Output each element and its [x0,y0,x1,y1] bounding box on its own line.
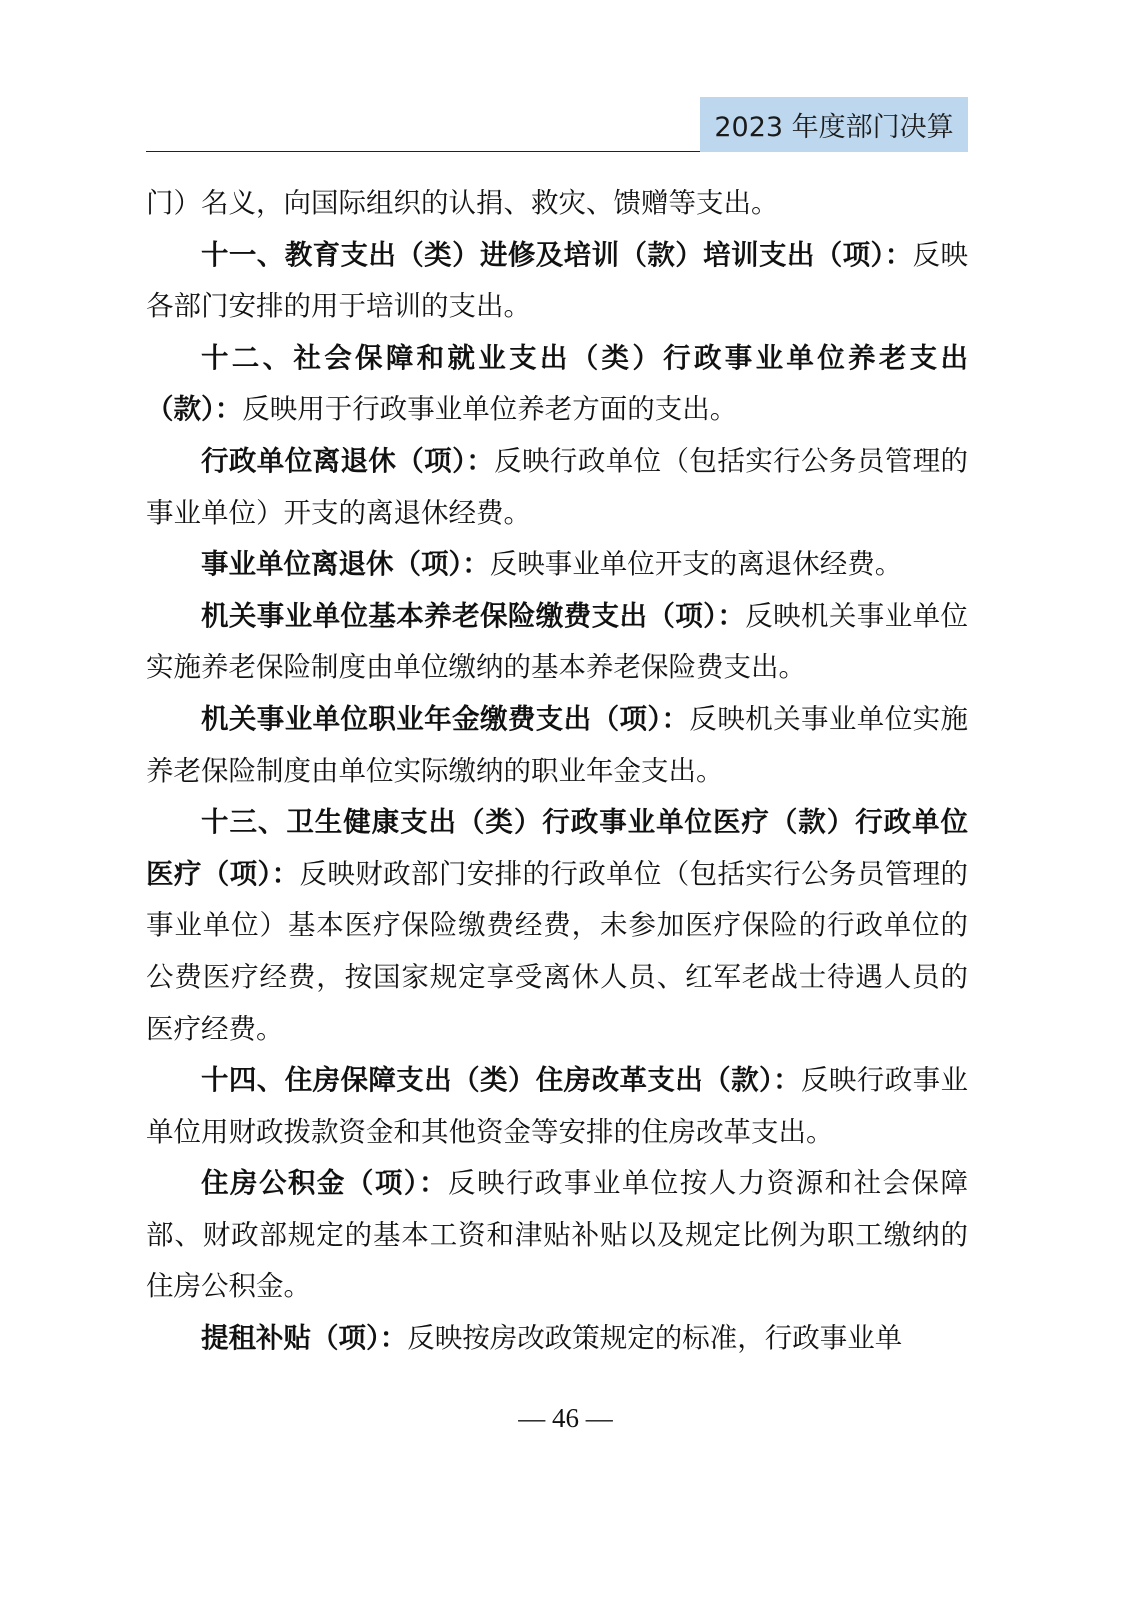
paragraph-text: 反映事业单位开支的离退休经费。 [489,548,903,581]
paragraph-text: 反映机关事业单位实施养老保险制度由单位缴纳的基本养老保险费支出。 [146,599,969,684]
paragraph-text: 反映按房改政策规定的标准，行政事业单 [407,1322,903,1355]
paragraph [146,178,968,230]
paragraph-bold: 提租补贴（项）： [201,1322,408,1355]
paragraph [146,539,968,591]
header-rule [146,151,700,152]
paragraph-bold: 行政单位离退休（项）： [201,444,495,477]
paragraph [146,591,968,694]
paragraph [146,694,968,797]
paragraph [146,1313,968,1365]
paragraph-bold: 十一、教育支出（类）进修及培训（款）培训支出（项）： [201,238,913,271]
paragraph-bold: 事业单位离退休（项）： [201,548,490,581]
paragraph [146,797,968,1055]
paragraph [146,1055,968,1158]
paragraph [146,333,968,436]
paragraph [146,436,968,539]
paragraph-text: 反映用于行政事业单位养老方面的支出。 [242,393,738,426]
paragraph-bold: 机关事业单位职业年金缴费支出（项）： [201,702,690,735]
paragraph-text: 反映行政事业单位用财政拨款资金和其他资金等安排的住房改革支出。 [146,1064,969,1148]
paragraph [146,1158,968,1313]
paragraph-text: 反映行政单位（包括实行公务员管理的事业单位）开支的离退休经费。 [146,444,969,529]
paragraph-bold: 十二、社会保障和就业支出（类）行政事业单位养老支出（款）： [146,341,968,426]
header-badge: 2023 年度部门决算 [700,97,968,152]
paragraph-bold: 十三、卫生健康支出（类）行政事业单位医疗（款）行政单位医疗（项）： [146,806,968,890]
paragraph-bold: 十四、住房保障支出（类）住房改革支出（款）： [201,1064,802,1097]
page-number: — 46 — [518,1403,613,1433]
paragraph [146,230,968,333]
paragraph-text: 反映财政部门安排的行政单位（包括实行公务员管理的事业单位）基本医疗保险缴费经费，未参加医疗保险的行政单位的公费医疗经费，按国家规定享受离休人员、红军老战士待遇人员的医疗经费。 [146,857,969,1045]
paragraph-bold: 机关事业单位基本养老保险缴费支出（项）： [201,599,746,632]
paragraph-text: 反映机关事业单位实施养老保险制度由单位实际缴纳的职业年金支出。 [146,702,969,787]
paragraph-bold: 住房公积金（项）： [201,1167,448,1200]
paragraph-text: 反映行政事业单位按人力资源和社会保障部、财政部规定的基本工资和津贴补贴以及规定比例为职工缴纳的住房公积金。 [146,1167,969,1303]
paragraph-text: 反映各部门安排的用于培训的支出。 [146,238,969,323]
paragraph-text: 门）名义，向国际组织的认捐、救灾、馈赠等支出。 [146,187,779,219]
document-body [146,178,968,1365]
